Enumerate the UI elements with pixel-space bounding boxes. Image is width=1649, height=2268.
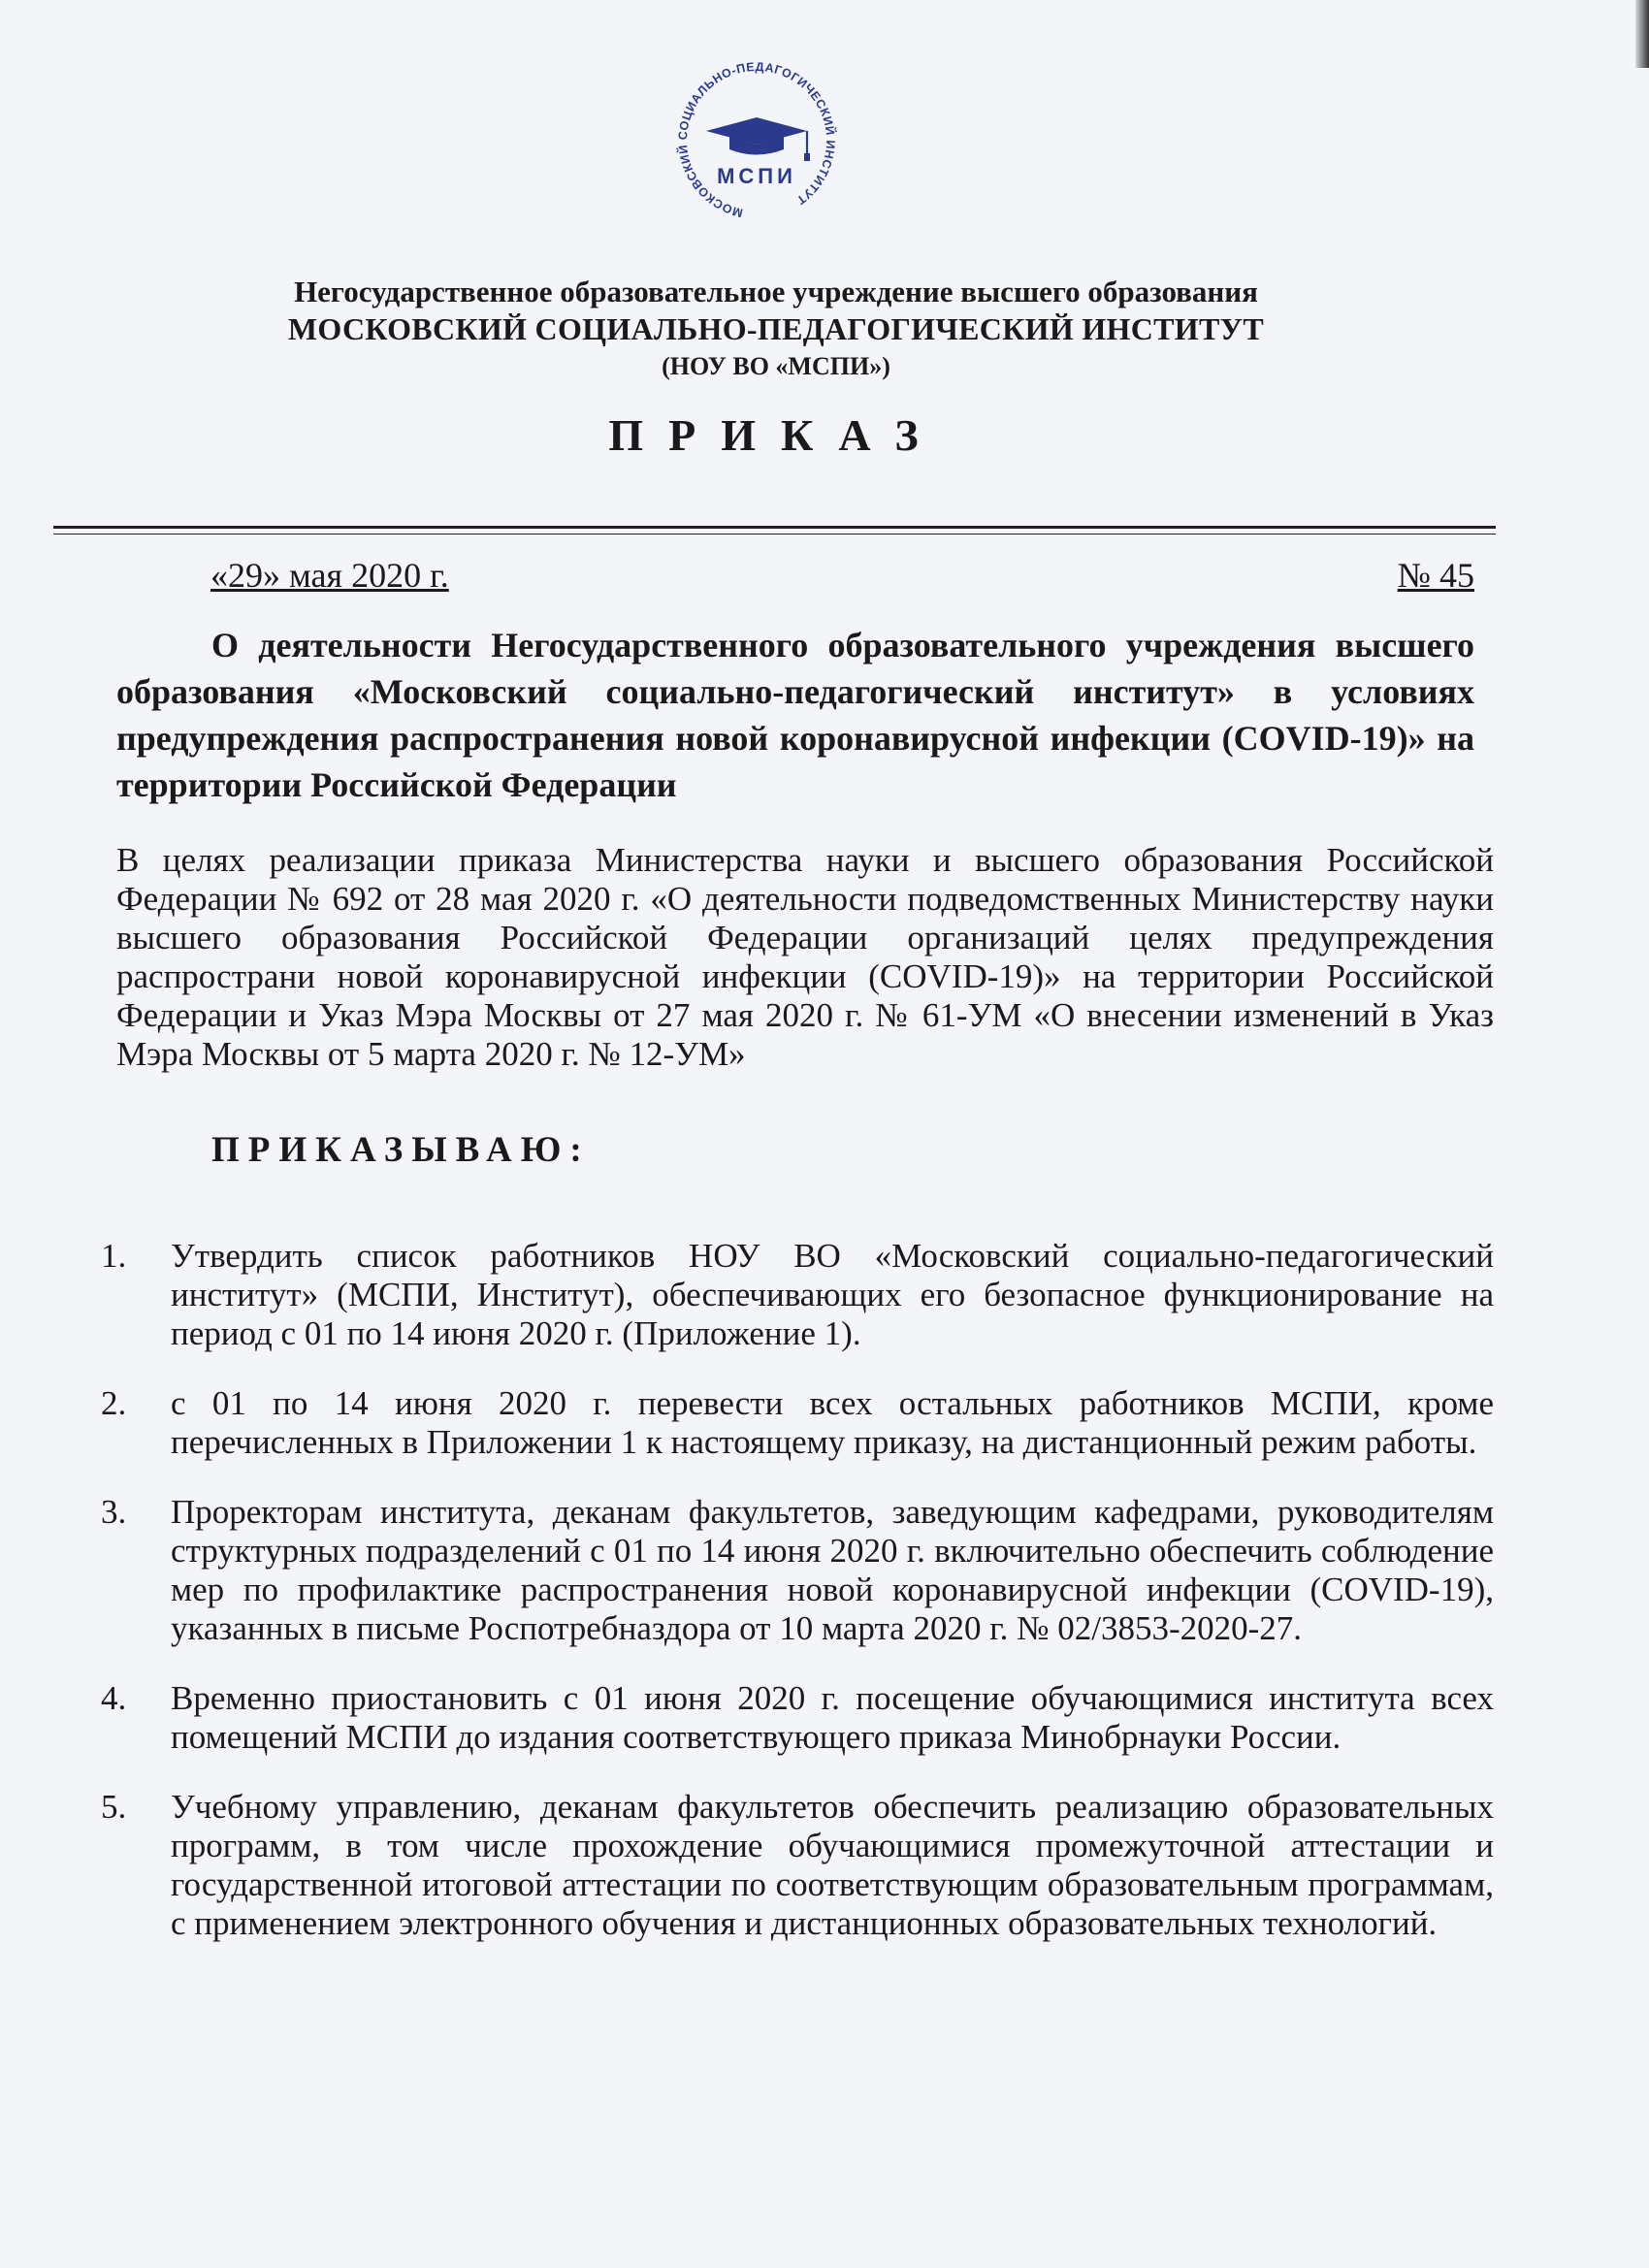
logo-abbr: МСПИ	[717, 164, 796, 188]
list-item	[101, 1237, 1494, 1353]
item-text: Учебному управлению, деканам факультетов обеспечить реализацию образовательных программ, в том числе прохождение обучающимися промежуточной аттестации и государственной итоговой аттестации по соответствующим образовательным программам, с применением электронного обучения и дистанционных образовательных технологий.	[171, 1788, 1494, 1942]
item-number: 5.	[101, 1788, 127, 1826]
institute-logo	[640, 53, 873, 238]
list-item	[101, 1493, 1494, 1648]
org-type: Негосударственное образовательное учреждение высшего образования	[294, 275, 1258, 308]
item-number: 3.	[101, 1493, 127, 1531]
item-text: Временно приостановить с 01 июня 2020 г. посещение обучающимися института всех помещений МСПИ до издания соответствующего приказа Минобрнауки России.	[171, 1679, 1494, 1756]
item-text: с 01 по 14 июня 2020 г. перевести всех остальных работников МСПИ, кроме перечисленных в Приложении 1 к настоящему приказу, на дистанционный режим работы.	[171, 1384, 1494, 1461]
item-number: 1.	[101, 1237, 127, 1275]
document-header	[0, 274, 1552, 386]
header-rule-thick	[53, 526, 1496, 529]
order-number: № 45	[1397, 556, 1474, 595]
document-type-title: ПРИКАЗ	[608, 410, 944, 460]
header-rule-thin	[53, 534, 1496, 535]
list-item	[101, 1679, 1494, 1757]
scan-edge	[1635, 0, 1649, 68]
logo-ring-text: МОСКОВСКИЙ СОЦИАЛЬНО-ПЕДАГОГИЧЕСКИЙ ИНСТИТУТ	[675, 59, 838, 220]
order-preamble: В целях реализации приказа Министерства науки и высшего образования Российской Федерации № 692 от 28 мая 2020 г. «О деятельности подведомственных Министерству науки высшего образования Российской Федерации организаций целях предупреждения распространи новой коронавирусной инфекции (COVID-19)» на территории Российской Федерации и Указ Мэра Москвы от 27 мая 2020 г. № 61-УМ «О внесении изменений в Указ Мэра Москвы от 5 марта 2020 г. № 12-УМ»	[116, 841, 1494, 1073]
item-number: 2.	[101, 1384, 127, 1422]
list-item	[101, 1788, 1494, 1943]
org-abbreviation: (НОУ ВО «МСПИ»)	[662, 352, 890, 380]
item-text: Утвердить список работников НОУ ВО «Московский социально-педагогический институт» (МСПИ, Институт), обеспечивающих его безопасное функционирование на период с 01 по 14 июня 2020 г. (Приложение 1).	[171, 1237, 1494, 1352]
order-directive-heading: ПРИКАЗЫВАЮ:	[211, 1130, 591, 1170]
org-name: МОСКОВСКИЙ СОЦИАЛЬНО-ПЕДАГОГИЧЕСКИЙ ИНСТИТУТ	[287, 311, 1265, 346]
order-date: «29» мая 2020 г.	[210, 556, 449, 595]
item-number: 4.	[101, 1679, 127, 1717]
order-subject: О деятельности Негосударственного образовательного учреждения высшего образования «Московский социально-педагогический институт» в условиях предупреждения распространения новой коронавирусной инфекции (COVID-19)» на территории Российской Федерации	[116, 626, 1474, 804]
order-items-list	[101, 1237, 1494, 1974]
item-text: Проректорам института, деканам факультетов, заведующим кафедрами, руководителям структурных подразделений с 01 по 14 июня 2020 г. включительно обеспечить соблюдение мер по профилактике распространения новой коронавирусной инфекции (COVID-19), указанных в письме Роспотребназдора от 10 марта 2020 г. № 02/3853-2020-27.	[171, 1493, 1494, 1647]
list-item	[101, 1384, 1494, 1462]
